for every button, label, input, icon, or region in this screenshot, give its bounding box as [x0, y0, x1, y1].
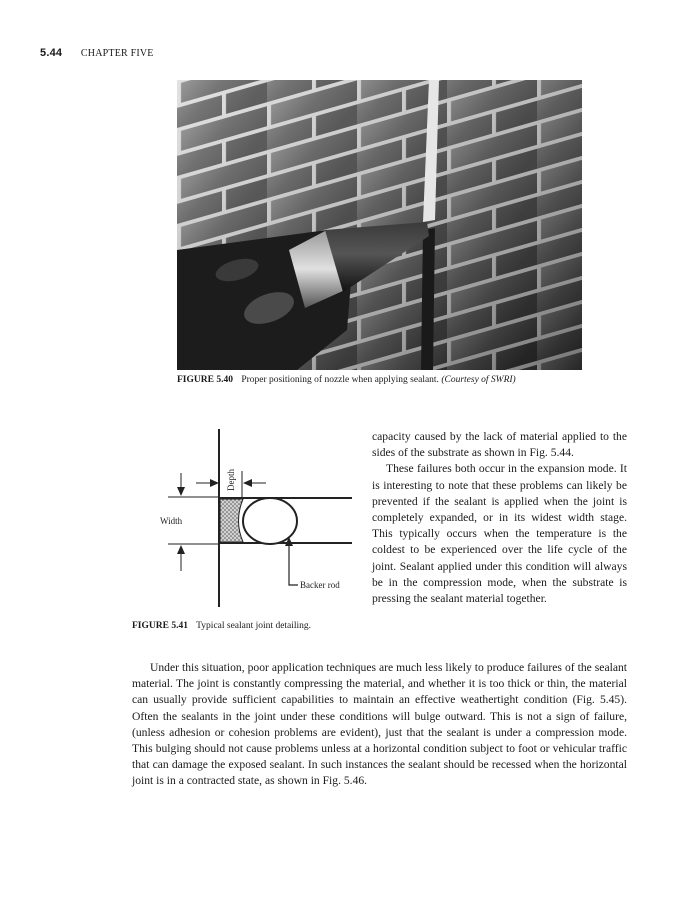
- depth-arrowhead-left: [210, 479, 219, 487]
- page-number: 5.44: [40, 47, 63, 59]
- figure-5-40-text: Proper positioning of nozzle when applying sealant.: [241, 375, 439, 385]
- figure-5-40-credit: (Courtesy of SWRI): [441, 375, 516, 385]
- figure-5-41-text: Typical sealant joint detailing.: [196, 621, 312, 631]
- backer-rod-circle: [243, 498, 297, 544]
- width-arrowhead-top: [177, 487, 185, 496]
- figure-5-40-caption: [177, 375, 516, 385]
- width-label: Width: [160, 516, 183, 526]
- right-column-text: [372, 429, 627, 607]
- sealant-bead: [220, 499, 243, 542]
- running-header: [40, 47, 154, 59]
- chapter-title: CHAPTER FIVE: [80, 48, 154, 59]
- right-column-paragraph-2: These failures both occur in the expansion mode. It is interesting to note that these problems can likely be prevented if the sealant is applied when the joint is completely expanded, or in its widest width stage. This typically occurs when the temperature is the coldest to be experienced over the life cycle of the joint. Sealant applied under this condition will always be in the compression mode, when the substrate is pressing the sealant material together.: [372, 462, 627, 606]
- backer-rod-label: Backer rod: [300, 580, 340, 590]
- sealant-application-photo: [177, 80, 582, 370]
- right-column-paragraph-1: capacity caused by the lack of material applied to the sides of the substrate as shown in Fig. 5.44.: [372, 430, 627, 460]
- depth-arrowhead-right: [243, 479, 252, 487]
- body-paragraph: Under this situation, poor application techniques are much less likely to produce failures of the sealant material. The joint is constantly compressing the material, and whether it is too thick or thin, the material can usually provide sufficient capabilities to maintain an effective weathertight condition (Fig. 5.45). Often the sealants in the joint under these conditions will bulge outward. This is not a sign of failure, (unless adhesion or cohesion problems are evident), just that the sealant is under a compression mode. This bulging should not cause problems unless at a horizontal condition subject to foot or vehicular traffic that can damage the exposed sealant. In such instances the sealant should be recessed when the horizontal joint is in a contracted state, as shown in Fig. 5.46.: [132, 661, 627, 788]
- width-arrowhead-bottom: [177, 545, 185, 554]
- figure-5-41-label: FIGURE 5.41: [132, 621, 188, 631]
- figure-5-41-caption: [132, 621, 311, 631]
- depth-label: Depth: [226, 469, 236, 491]
- sealant-joint-diagram: [148, 425, 360, 610]
- figure-5-40-label: FIGURE 5.40: [177, 375, 233, 385]
